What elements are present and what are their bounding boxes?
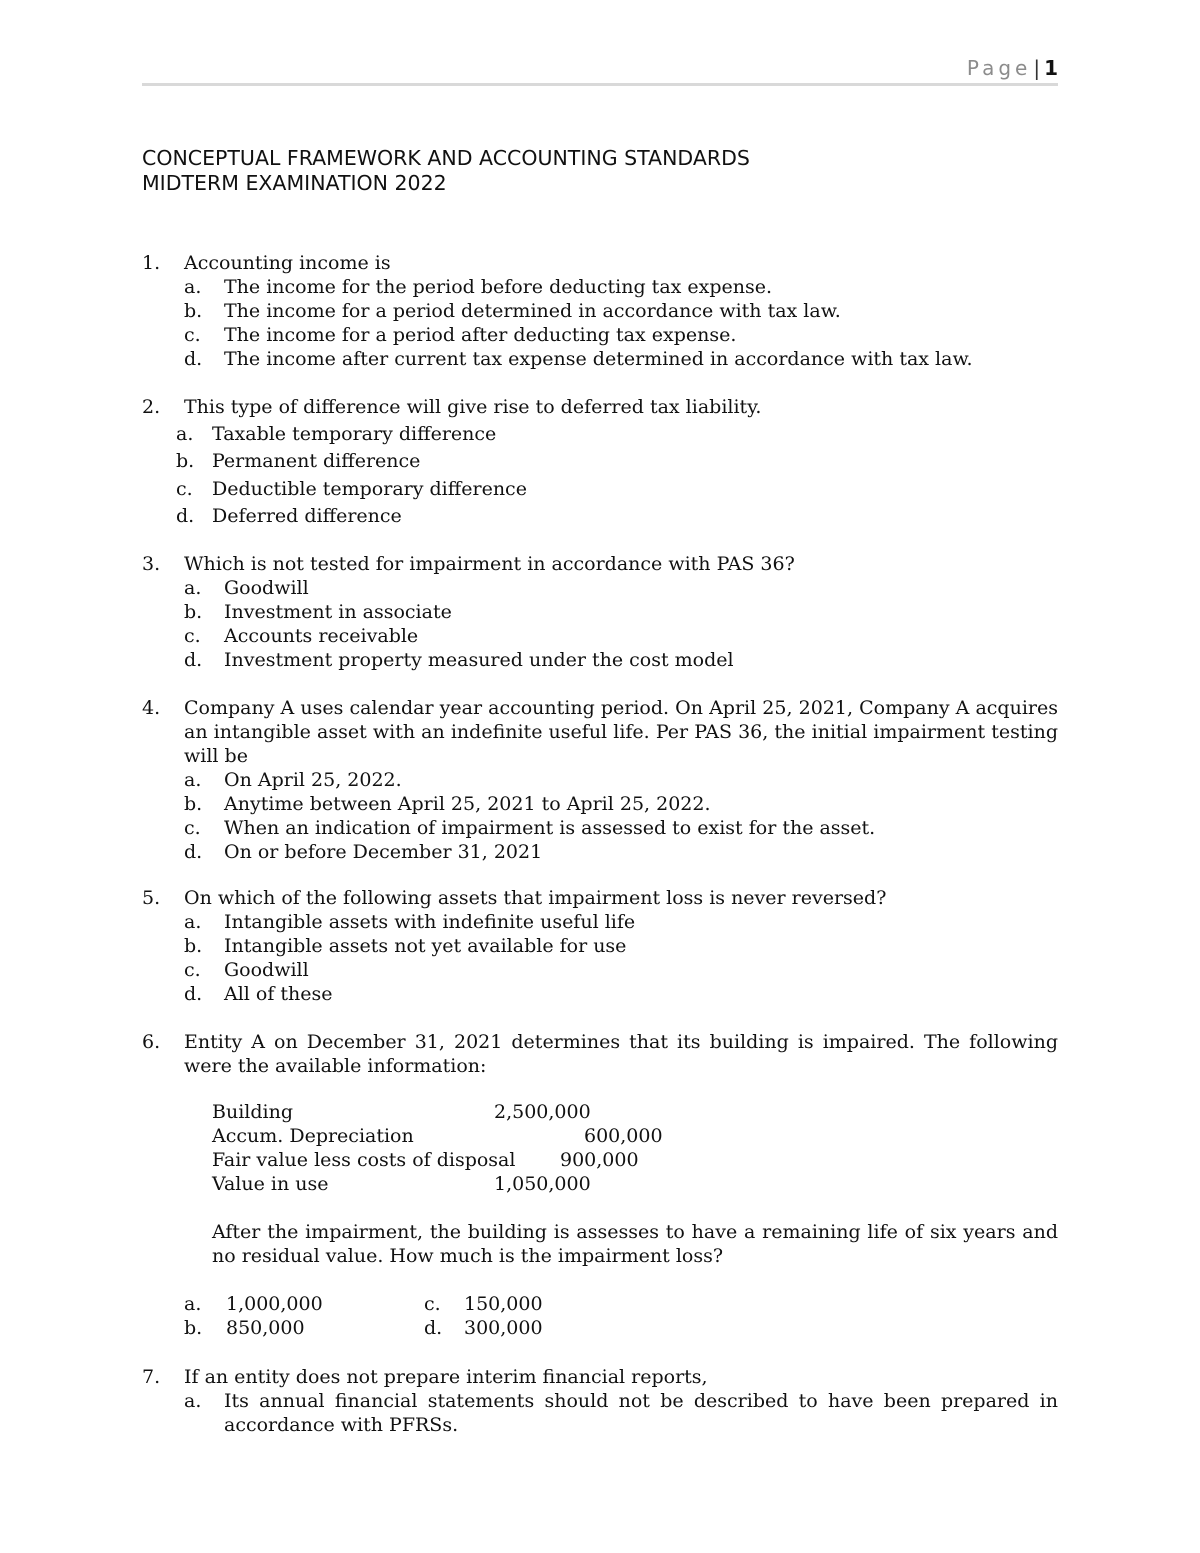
question-text: On which of the following assets that impairment loss is never reversed? — [184, 887, 887, 909]
exam-title — [142, 146, 750, 196]
option-text: When an indication of impairment is assessed to exist for the asset. — [224, 817, 876, 839]
info-row — [212, 1172, 1058, 1196]
answer-row — [184, 1292, 1058, 1316]
option-c — [184, 958, 1058, 982]
option-c — [176, 477, 1058, 504]
building-info-table — [212, 1100, 1058, 1196]
option-d — [184, 840, 1058, 864]
option-a — [184, 576, 1058, 600]
question-text: Which is not tested for impairment in accordance with PAS 36? — [184, 553, 795, 575]
page-number: 1 — [1044, 56, 1058, 80]
question-text: This type of difference will give rise to deferred tax liability. — [184, 396, 762, 418]
info-value: 600,000 — [584, 1125, 663, 1147]
option-d — [176, 504, 1058, 531]
question-text: If an entity does not prepare interim financial reports, — [184, 1366, 708, 1388]
option-letter: a. — [184, 577, 202, 599]
option-c — [184, 816, 1058, 840]
option-text: The income after current tax expense determined in accordance with tax law. — [224, 348, 973, 370]
option-letter: d. — [184, 841, 203, 863]
info-row — [212, 1124, 1058, 1148]
option-text: Deferred difference — [212, 505, 402, 528]
option-letter: b. — [176, 450, 195, 473]
info-label: Building — [212, 1101, 293, 1123]
info-row — [212, 1100, 1058, 1124]
option-text: Intangible assets with indefinite useful life — [224, 911, 636, 933]
question-number: 6. — [142, 1031, 161, 1053]
option-text: Permanent difference — [212, 450, 421, 473]
option-text: The income for a period determined in accordance with tax law. — [224, 300, 841, 322]
question-3 — [142, 552, 1058, 672]
info-row — [212, 1148, 1058, 1172]
option-letter: a. — [176, 423, 194, 445]
option-text: Investment in associate — [224, 601, 452, 623]
question-text: Accounting income is — [184, 252, 391, 274]
option-letter: d. — [176, 505, 195, 528]
option-a — [184, 1389, 1058, 1437]
question-number: 4. — [142, 697, 161, 719]
answer-grid — [184, 1292, 1058, 1340]
option-a — [184, 910, 1058, 934]
question-number: 2. — [142, 396, 161, 418]
option-text: Investment property measured under the cost model — [224, 649, 734, 671]
option-c — [184, 624, 1058, 648]
option-text: 300,000 — [464, 1317, 543, 1339]
option-text: Accounts receivable — [224, 625, 419, 647]
option-text: 150,000 — [464, 1293, 543, 1315]
option-letter: c. — [424, 1293, 441, 1315]
option-letter: b. — [184, 300, 203, 322]
option-letter: c. — [184, 959, 201, 981]
question-text: Company A uses calendar year accounting period. On April 25, 2021, Company A acquires an intangible asset with an indefinite useful life. Per PAS 36, the initial impairment testing will be — [184, 697, 1058, 767]
option-letter: b. — [184, 1317, 203, 1339]
option-letter: c. — [184, 817, 201, 839]
option-letter: d. — [184, 649, 203, 671]
option-letter: c. — [184, 625, 201, 647]
option-text: The income for a period after deducting tax expense. — [224, 324, 737, 346]
info-value: 2,500,000 — [494, 1101, 591, 1123]
option-text: On April 25, 2022. — [224, 769, 402, 791]
option-text: The income for the period before deducting tax expense. — [224, 276, 773, 298]
option-letter: a. — [184, 276, 202, 298]
option-d — [184, 982, 1058, 1006]
option-d — [184, 648, 1058, 672]
option-text: 1,000,000 — [226, 1293, 323, 1315]
exam-title-line-1: CONCEPTUAL FRAMEWORK AND ACCOUNTING STANDARDS — [142, 146, 750, 170]
option-b — [184, 792, 1058, 816]
page-separator: | — [1033, 56, 1041, 80]
option-c — [184, 323, 1058, 347]
option-a — [184, 768, 1058, 792]
question-text: Entity A on December 31, 2021 determines that its building is impaired. The following were the available information: — [184, 1031, 1058, 1077]
info-value: 900,000 — [560, 1149, 639, 1171]
option-letter: d. — [184, 348, 203, 370]
info-label: Accum. Depreciation — [212, 1125, 414, 1147]
option-text: All of these — [224, 983, 333, 1005]
option-text: Its annual financial statements should not be described to have been prepared in accordance with PFRSs. — [224, 1390, 1058, 1436]
option-a — [184, 275, 1058, 299]
option-letter: c. — [184, 324, 201, 346]
option-text: Goodwill — [224, 577, 309, 599]
option-letter: b. — [184, 793, 203, 815]
option-text: Goodwill — [224, 959, 309, 981]
exam-title-line-2: MIDTERM EXAMINATION 2022 — [142, 171, 447, 195]
option-letter: d. — [424, 1317, 443, 1339]
option-b — [184, 299, 1058, 323]
option-letter: b. — [184, 935, 203, 957]
question-2 — [142, 395, 1058, 532]
option-a — [176, 422, 1058, 449]
page-header — [142, 56, 1058, 86]
option-text: On or before December 31, 2021 — [224, 841, 543, 863]
option-text: Anytime between April 25, 2021 to April 25, 2022. — [224, 793, 711, 815]
question-1 — [142, 251, 1058, 371]
option-text: Deductible temporary difference — [212, 477, 527, 500]
option-text: Intangible assets not yet available for use — [224, 935, 627, 957]
option-letter: a. — [184, 1293, 202, 1315]
option-b — [184, 934, 1058, 958]
answer-row — [184, 1316, 1058, 1340]
option-letter: b. — [184, 601, 203, 623]
question-number: 5. — [142, 887, 161, 909]
option-letter: a. — [184, 911, 202, 933]
option-text: Taxable temporary difference — [212, 423, 497, 445]
question-number: 7. — [142, 1366, 161, 1388]
option-letter: d. — [184, 983, 203, 1005]
info-label: Value in use — [212, 1173, 329, 1195]
option-letter: a. — [184, 769, 202, 791]
question-number: 3. — [142, 553, 161, 575]
question-followup-text: After the impairment, the building is assesses to have a remaining life of six years and no residual value. How much is the impairment loss? — [212, 1221, 1058, 1267]
info-label: Fair value less costs of disposal — [212, 1149, 516, 1171]
question-6 — [142, 1030, 1058, 1340]
option-letter: a. — [184, 1390, 202, 1412]
question-7 — [142, 1365, 1058, 1437]
option-d — [184, 347, 1058, 371]
question-5 — [142, 886, 1058, 1006]
question-4 — [142, 696, 1058, 864]
page-label: Page — [966, 56, 1032, 80]
option-text: 850,000 — [226, 1317, 305, 1339]
info-value: 1,050,000 — [494, 1173, 591, 1195]
option-letter: c. — [176, 477, 193, 500]
option-b — [176, 449, 1058, 476]
question-number: 1. — [142, 252, 161, 274]
option-b — [184, 600, 1058, 624]
